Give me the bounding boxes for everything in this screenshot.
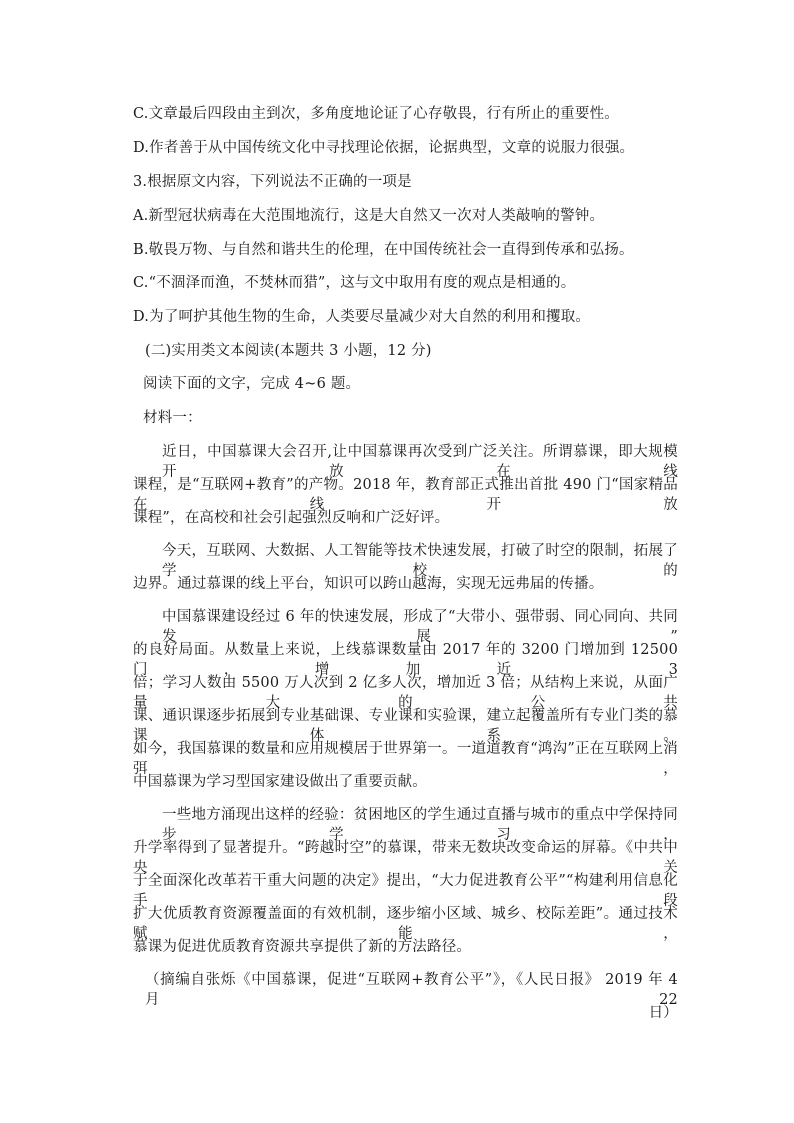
paragraph-line: 课程，是“互联网+教育”的产物。2018 年，教育部正式推出首批 490 门“国家精品在线开放 [133,477,678,513]
paragraph-line: 的良好局面。从数量上来说，上线慕课数量由 2017 年的 3200 门增加到 12500 门，增加近 3 [133,642,678,678]
source-citation: （摘编自张烁《中国慕课，促进“互联网+教育公平”》，《人民日报》 2019 年 4 月 22 [145,972,678,1008]
material-label: 材料一： [143,410,202,426]
option-d: D.作者善于从中国传统文化中寻找理论依据，论据典型，文章的说服力很强。 [133,140,635,156]
question-3-stem: 3.根据原文内容，下列说法不正确的一项是 [133,174,412,190]
paragraph-line: 中国慕课为学习型国家建设做出了重要贡献。 [133,774,427,790]
question-3-option-a: A.新型冠状病毒在大范围地流行，这是大自然又一次对人类敲响的警钟。 [133,208,605,224]
option-c: C.文章最后四段由主到次，多角度地论证了心存敬畏，行有所止的重要性。 [133,106,619,122]
paragraph-line: 升学率得到了显著提升。“跨越时空”的慕课，带来无数块改变命运的屏幕。《中共中央关 [133,840,678,876]
question-3-option-b: B.敬畏万物、与自然和谐共生的伦理，在中国传统社会一直得到传承和弘扬。 [133,242,634,258]
paragraph-line: 慕课为促进优质教育资源共享提供了新的方法路径。 [133,939,472,955]
section-heading: (二)实用类文本阅读(本题共 3 小题，12 分) [145,343,432,359]
paragraph-line: 如今，我国慕课的数量和应用规模居于世界第一。一道道教育“鸿沟”正在互联网上消弭， [133,741,678,777]
section-instruction: 阅读下面的文字，完成 4~6 题。 [143,376,361,392]
source-citation-end: 日） [648,1005,678,1021]
question-3-option-d: D.为了呵护其他生物的生命，人类要尽量减少对大自然的利用和攫取。 [133,309,591,325]
question-3-option-c: C.“不涸泽而渔，不焚林而猎”，这与文中取用有度的观点是相通的。 [133,275,576,291]
paragraph-line: 扩大优质教育资源覆盖面的有效机制，逐步缩小区域、城乡、校际差距”。通过技术赋能， [133,906,678,942]
paragraph-line: 近日，中国慕课大会召开,让中国慕课再次受到广泛关注。所谓慕课，即大规模开放在线 [162,444,678,480]
paragraph-line: 今天，互联网、大数据、人工智能等技术快速发展，打破了时空的限制，拓展了学校的 [162,543,678,579]
paragraph-line: 于全面深化改革若干重大问题的决定》提出，“大力促进教育公平”“构建利用信息化手段 [133,873,678,909]
paragraph-line: 倍；学习人数由 5500 万人次到 2 亿多人次，增加近 3 倍；从结构上来说，从面广量大的公共 [133,675,678,711]
paragraph-line: 课、通识课逐步拓展到专业基础课、专业课和实验课，建立起覆盖所有专业门类的慕课体系。 [133,708,678,744]
paragraph-line: 课程”，在高校和社会引起强烈反响和广泛好评。 [133,510,450,526]
paragraph-line: 中国慕课建设经过 6 年的快速发展，形成了“大带小、强带弱、同心同向、共同发展” [162,609,678,645]
paragraph-line: 边界。通过慕课的线上平台，知识可以跨山越海，实现无远弗届的传播。 [133,576,604,592]
paragraph-line: 一些地方涌现出这样的经验：贫困地区的学生通过直播与城市的重点中学保持同步学习， [162,807,678,843]
